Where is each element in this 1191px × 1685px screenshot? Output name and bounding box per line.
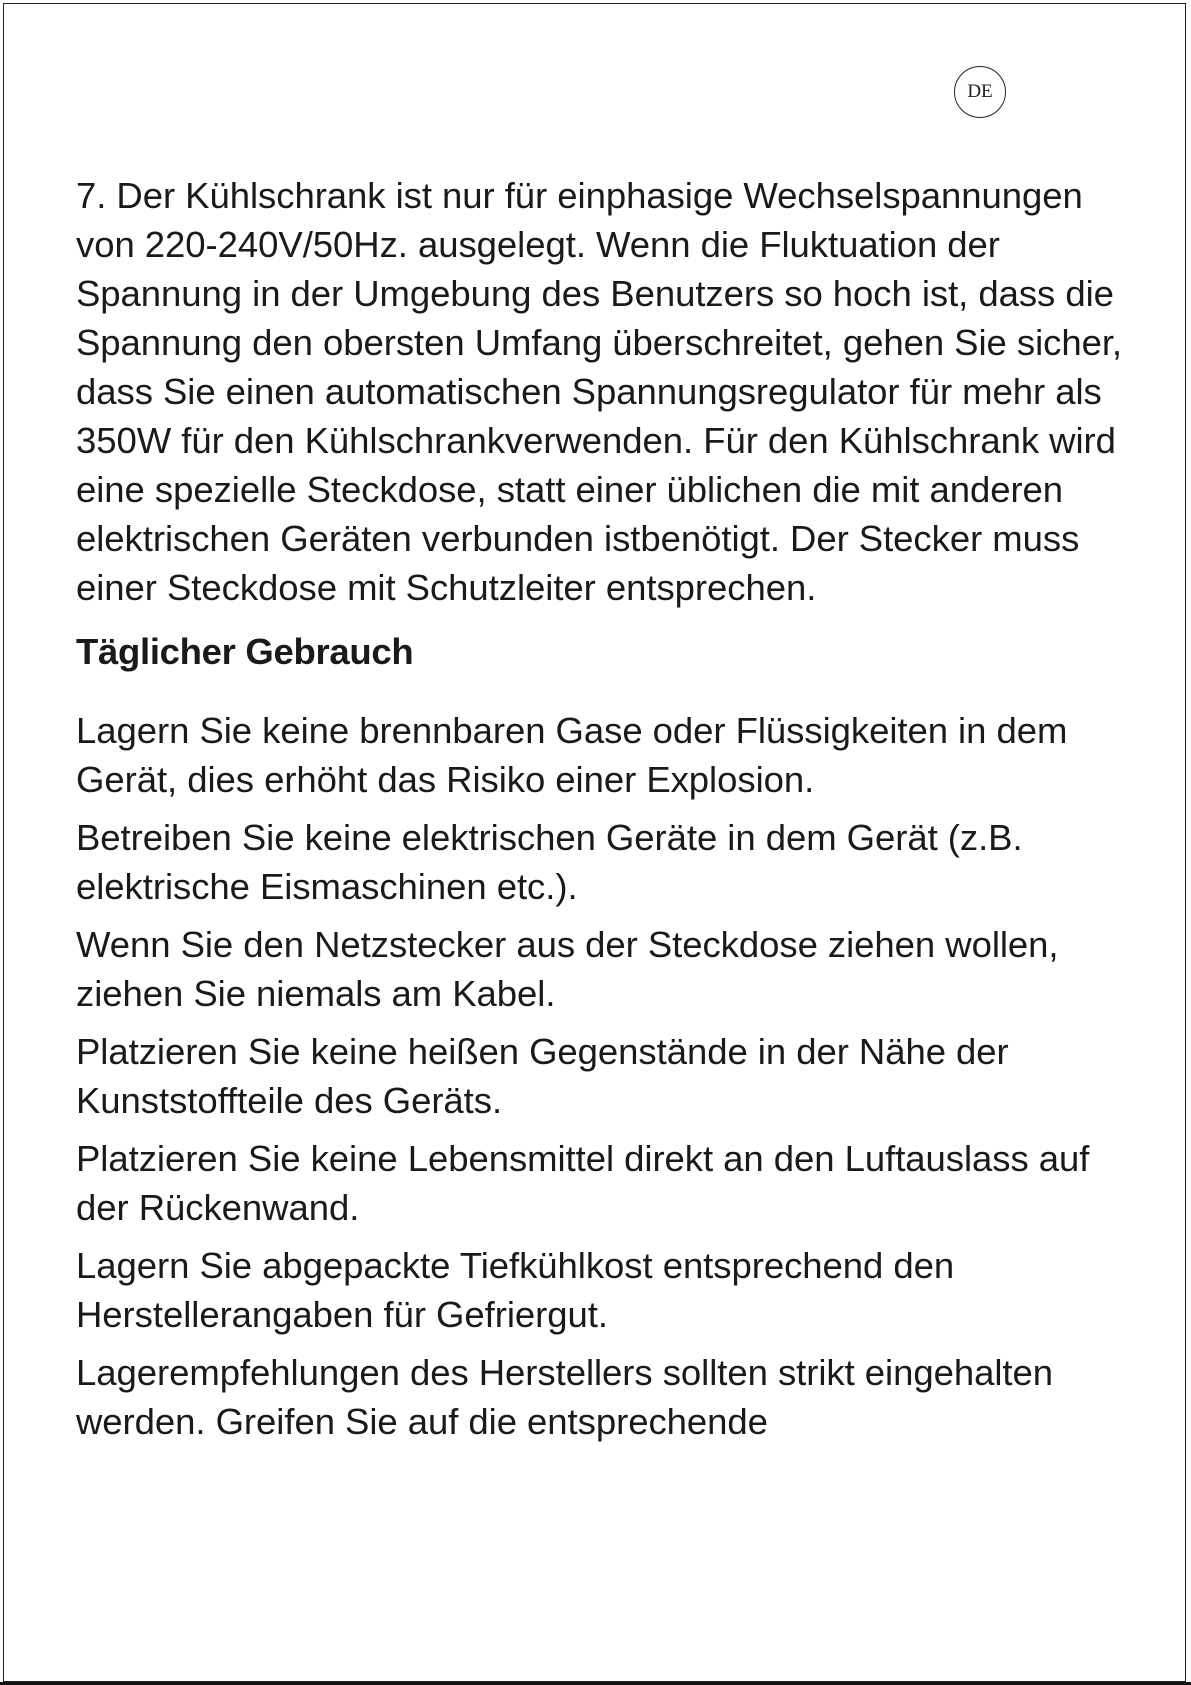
usage-item: Lagern Sie keine brennbaren Gase oder Flüssigkeiten in dem Gerät, dies erhöht das Risiko einer Explosion. [76, 710, 1068, 800]
usage-list [76, 706, 1126, 1446]
usage-item: Platzieren Sie keine Lebensmittel direkt an den Luftauslass auf der Rückenwand. [76, 1138, 1090, 1228]
usage-item: Platzieren Sie keine heißen Gegenstände in der Nähe der Kunststoffteile des Geräts. [76, 1031, 1009, 1121]
intro-paragraph: 7. Der Kühlschrank ist nur für einphasige Wechselspannungen von 220-240V/50Hz. ausgelegt. Wenn die Fluktuation der Spannung in der Umgebung des Benutzers so hoch ist, dass die Spannung den obersten Umfang überschreitet, gehen Sie sicher, dass Sie einen automatischen Spannungsregulator für mehr als 350W für den Kühlschrankverwenden. Für den Kühlschrank wird eine spezielle Steckdose, statt einer üblichen die mit anderen elektrischen Geräten verbunden istbenötigt. Der Stecker muss einer Steckdose mit Schutzleiter entsprechen. [76, 175, 1123, 608]
section-title: Täglicher Gebrauch [76, 631, 414, 672]
page-content [76, 171, 1126, 1455]
usage-item: Lagern Sie abgepackte Tiefkühlkost entsprechend den Herstellerangaben für Gefriergut. [76, 1245, 955, 1335]
usage-item: Wenn Sie den Netzstecker aus der Steckdose ziehen wollen, ziehen Sie niemals am Kabel. [76, 924, 1059, 1014]
usage-item: Lagerempfehlungen des Herstellers sollten strikt eingehalten werden. Greifen Sie auf die entsprechende [76, 1352, 1053, 1442]
usage-item: Betreiben Sie keine elektrischen Geräte in dem Gerät (z.B. elektrische Eismaschinen etc.). [76, 817, 1023, 907]
language-badge: DE [954, 66, 1006, 118]
